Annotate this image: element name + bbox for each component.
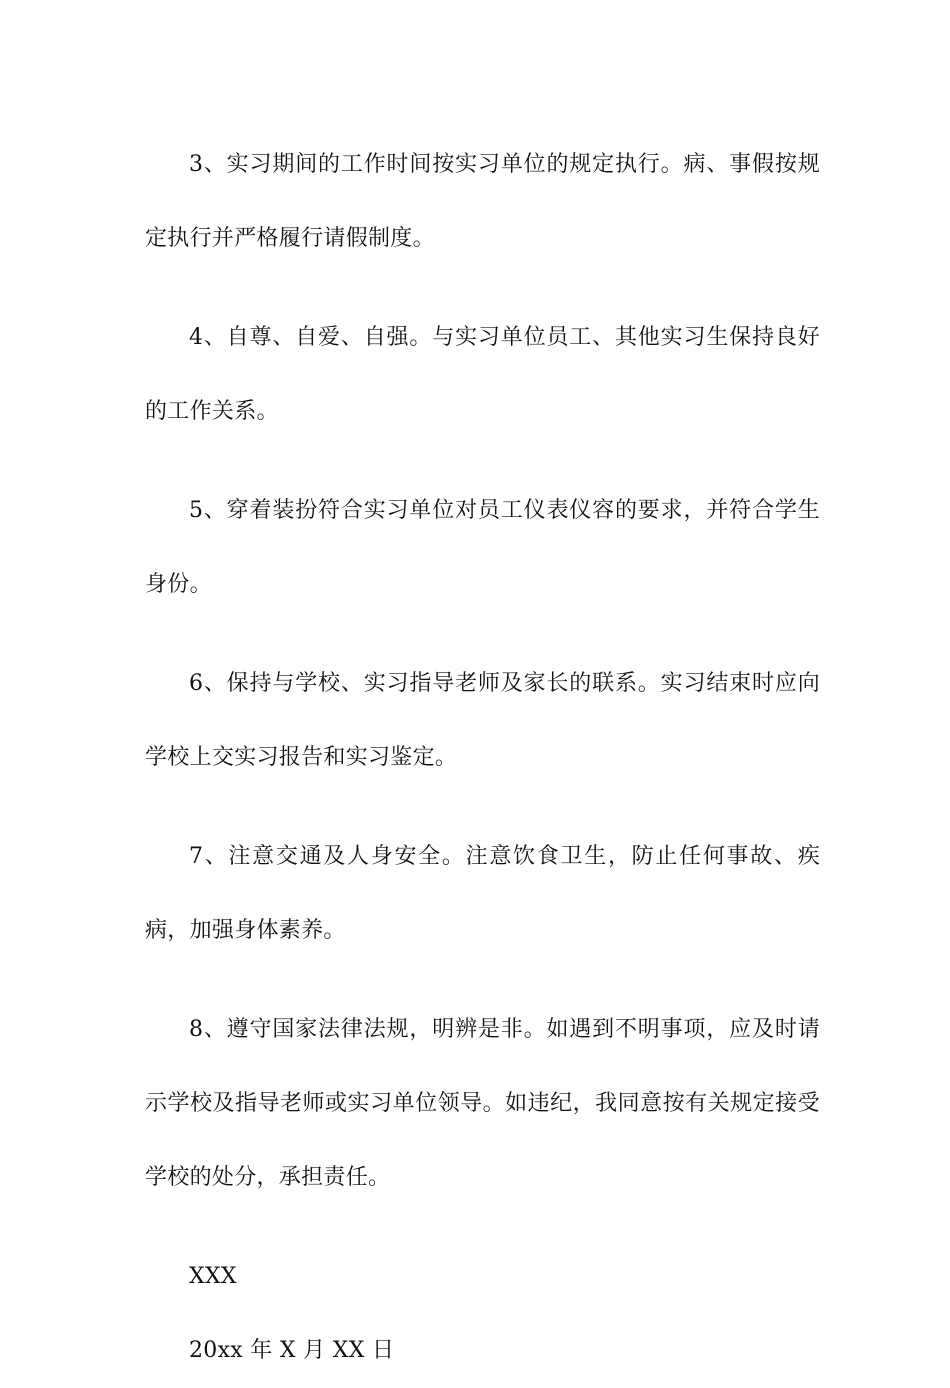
paragraph-item-8: 8、遵守国家法律法规，明辨是非。如遇到不明事项，应及时请示学校及指导老师或实习单位领导。如违纪，我同意按有关规定接受学校的处分，承担责任。: [145, 1017, 820, 1190]
paragraph-item-4: 4、自尊、自爱、自强。与实习单位员工、其他实习生保持良好的工作关系。: [145, 325, 820, 424]
paragraph-item-5: 5、穿着装扮符合实习单位对员工仪表仪容的要求，并符合学生身份。: [145, 498, 820, 597]
paragraph-item-6: 6、保持与学校、实习指导老师及家长的联系。实习结束时应向学校上交实习报告和实习鉴定。: [145, 671, 820, 770]
signature-date: 20xx 年 X 月 XX 日: [189, 1338, 395, 1363]
document-body: [145, 128, 820, 1388]
paragraph-item-7: 7、注意交通及人身安全。注意饮食卫生，防止任何事故、疾病，加强身体素养。: [145, 844, 820, 943]
signature-name: XXX: [189, 1264, 237, 1289]
paragraph-item-3: 3、实习期间的工作时间按实习单位的规定执行。病、事假按规定执行并严格履行请假制度。: [145, 152, 820, 251]
